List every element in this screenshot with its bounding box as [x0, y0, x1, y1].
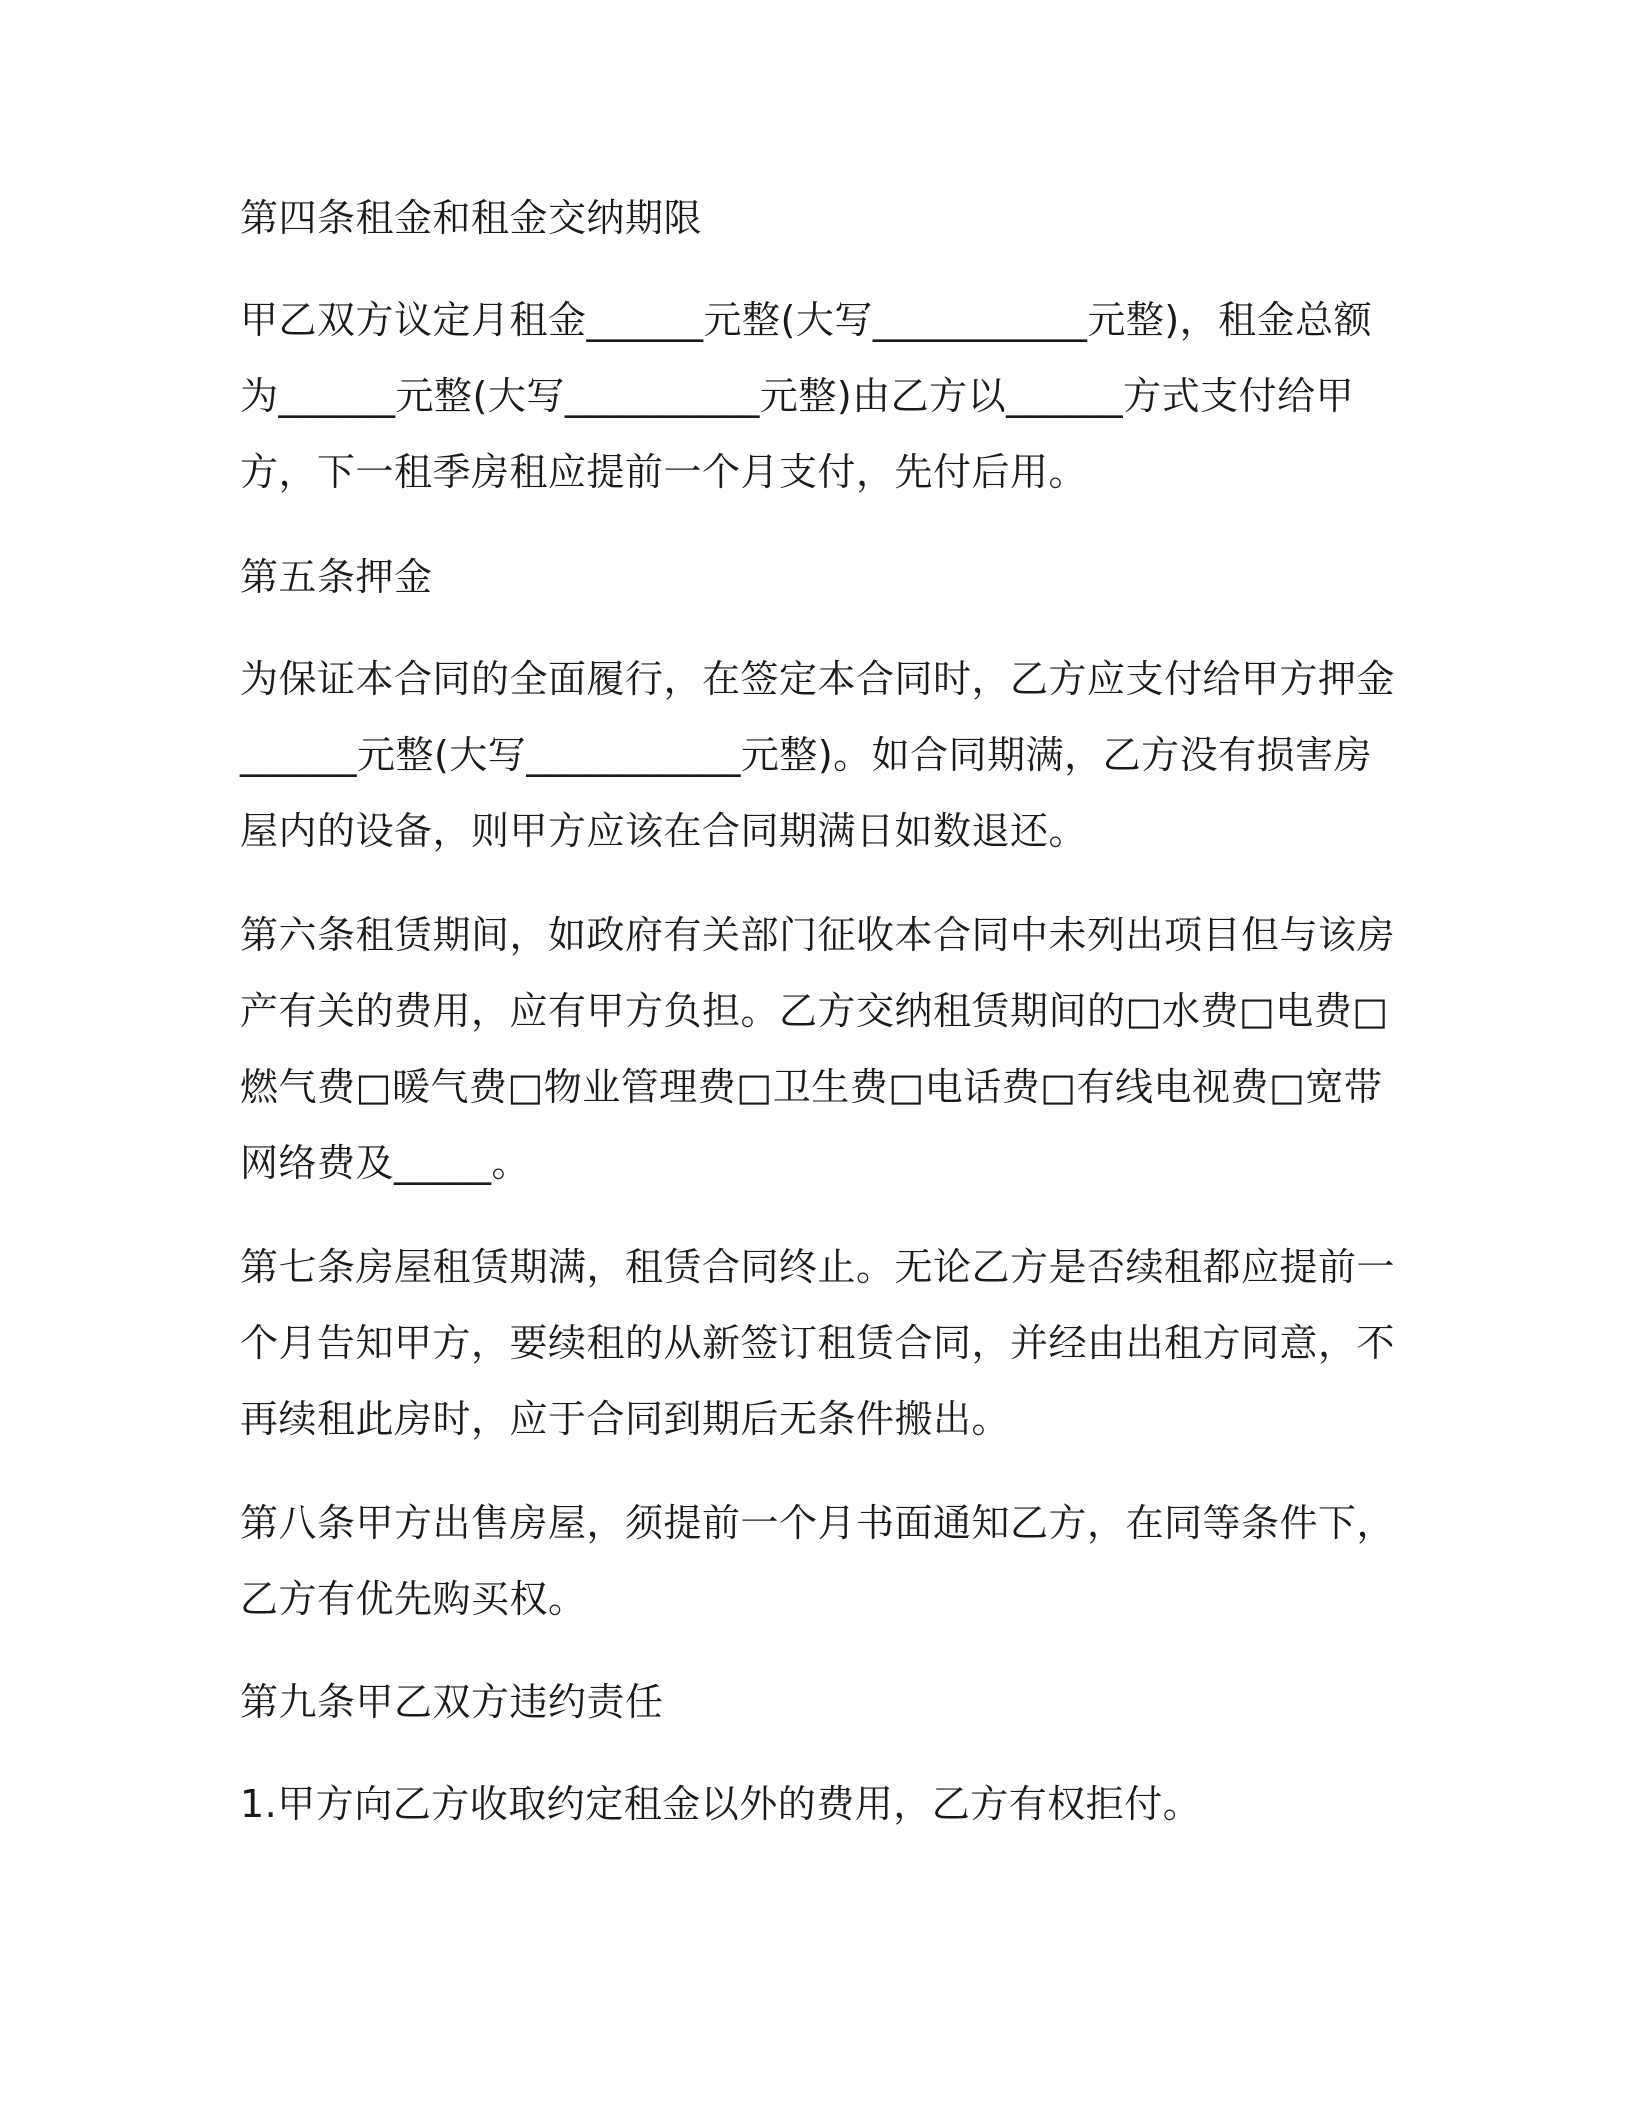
article-6-text-line-1: 第六条租赁期间，如政府有关部门征收本合同中未列出项目但与该房 [240, 913, 1396, 957]
article-9-heading: 第九条甲乙双方违约责任 [240, 1680, 664, 1724]
article-4-text-line-3: 方，下一租季房租应提前一个月支付，先付后用。 [240, 450, 1088, 494]
article-4-text-line-1: 甲乙双方议定月租金______元整(大写___________元整)，租金总额 [240, 298, 1373, 342]
article-5-text-line-1: 为保证本合同的全面履行，在签定本合同时，乙方应支付给甲方押金 [240, 657, 1396, 701]
article-4-heading: 第四条租金和租金交纳期限 [240, 196, 703, 240]
article-5-heading: 第五条押金 [240, 555, 433, 599]
article-4-text-line-2: 为______元整(大写__________元整)由乙方以______方式支付给甲 [240, 374, 1355, 418]
article-5-text-line-3: 屋内的设备，则甲方应该在合同期满日如数退还。 [240, 809, 1088, 853]
article-6-text-line-3: 燃气费□暖气费□物业管理费□卫生费□电话费□有线电视费□宽带 [240, 1065, 1383, 1109]
article-7-text-line-2: 个月告知甲方，要续租的从新签订租赁合同，并经由出租方同意，不 [240, 1321, 1396, 1365]
article-5-text-line-2: ______元整(大写___________元整)。如合同期满，乙方没有损害房 [240, 733, 1373, 777]
article-8-text-line-2: 乙方有优先购买权。 [240, 1577, 587, 1621]
article-8-text-line-1: 第八条甲方出售房屋，须提前一个月书面通知乙方，在同等条件下， [240, 1501, 1396, 1545]
article-7-text-line-1: 第七条房屋租赁期满，租赁合同终止。无论乙方是否续租都应提前一 [240, 1245, 1396, 1289]
article-6-text-line-2: 产有关的费用，应有甲方负担。乙方交纳租赁期间的□水费□电费□ [240, 989, 1389, 1033]
article-6-text-line-4: 网络费及_____。 [240, 1141, 531, 1185]
article-7-text-line-3: 再续租此房时，应于合同到期后无条件搬出。 [240, 1397, 1011, 1441]
article-9-item-1: 1.甲方向乙方收取约定租金以外的费用，乙方有权拒付。 [240, 1782, 1202, 1826]
